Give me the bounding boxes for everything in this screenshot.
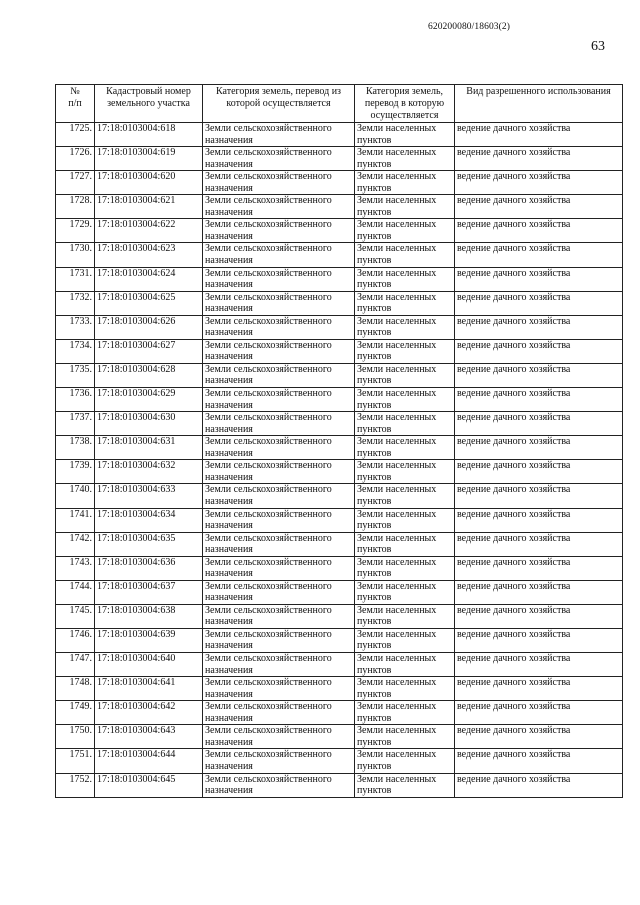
row-number: 1748.: [56, 677, 95, 701]
category-from: Земли сельскохозяйственного назначения: [203, 701, 355, 725]
table-row: [56, 436, 623, 460]
cadastral-number: 17:18:0103004:636: [95, 556, 203, 580]
table-row: [56, 725, 623, 749]
permitted-use: ведение дачного хозяйства: [455, 773, 623, 797]
permitted-use: ведение дачного хозяйства: [455, 147, 623, 171]
table-row: [56, 388, 623, 412]
cadastral-number: 17:18:0103004:631: [95, 436, 203, 460]
cadastral-number: 17:18:0103004:621: [95, 195, 203, 219]
row-number: 1751.: [56, 749, 95, 773]
table-row: [56, 604, 623, 628]
category-to: Земли населенных пунктов: [355, 412, 455, 436]
category-to: Земли населенных пунктов: [355, 725, 455, 749]
row-number: 1745.: [56, 604, 95, 628]
table-row: [56, 291, 623, 315]
category-to: Земли населенных пунктов: [355, 604, 455, 628]
category-to: Земли населенных пунктов: [355, 315, 455, 339]
cadastral-number: 17:18:0103004:624: [95, 267, 203, 291]
cadastral-number: 17:18:0103004:619: [95, 147, 203, 171]
permitted-use: ведение дачного хозяйства: [455, 580, 623, 604]
permitted-use: ведение дачного хозяйства: [455, 195, 623, 219]
cadastral-number: 17:18:0103004:628: [95, 363, 203, 387]
table-row: [56, 412, 623, 436]
category-from: Земли сельскохозяйственного назначения: [203, 195, 355, 219]
row-number: 1746.: [56, 628, 95, 652]
table-body: [56, 123, 623, 798]
row-number: 1740.: [56, 484, 95, 508]
category-from: Земли сельскохозяйственного назначения: [203, 677, 355, 701]
table-row: [56, 508, 623, 532]
cadastral-number: 17:18:0103004:640: [95, 653, 203, 677]
permitted-use: ведение дачного хозяйства: [455, 315, 623, 339]
cadastral-number: 17:18:0103004:626: [95, 315, 203, 339]
row-number: 1736.: [56, 388, 95, 412]
cadastral-number: 17:18:0103004:644: [95, 749, 203, 773]
category-to: Земли населенных пунктов: [355, 267, 455, 291]
permitted-use: ведение дачного хозяйства: [455, 701, 623, 725]
category-to: Земли населенных пунктов: [355, 363, 455, 387]
cadastral-number: 17:18:0103004:630: [95, 412, 203, 436]
column-header-number: № п/п: [56, 85, 95, 123]
permitted-use: ведение дачного хозяйства: [455, 436, 623, 460]
row-number: 1752.: [56, 773, 95, 797]
permitted-use: ведение дачного хозяйства: [455, 484, 623, 508]
cadastral-number: 17:18:0103004:618: [95, 123, 203, 147]
column-header-cadastral-number: Кадастровый номер земельного участка: [95, 85, 203, 123]
category-from: Земли сельскохозяйственного назначения: [203, 363, 355, 387]
category-from: Земли сельскохозяйственного назначения: [203, 291, 355, 315]
category-to: Земли населенных пунктов: [355, 749, 455, 773]
category-to: Земли населенных пунктов: [355, 460, 455, 484]
permitted-use: ведение дачного хозяйства: [455, 219, 623, 243]
permitted-use: ведение дачного хозяйства: [455, 677, 623, 701]
category-from: Земли сельскохозяйственного назначения: [203, 436, 355, 460]
permitted-use: ведение дачного хозяйства: [455, 725, 623, 749]
category-to: Земли населенных пунктов: [355, 243, 455, 267]
row-number: 1742.: [56, 532, 95, 556]
table-row: [56, 677, 623, 701]
cadastral-number: 17:18:0103004:645: [95, 773, 203, 797]
category-from: Земли сельскохозяйственного назначения: [203, 171, 355, 195]
cadastral-number: 17:18:0103004:641: [95, 677, 203, 701]
row-number: 1743.: [56, 556, 95, 580]
category-from: Земли сельскохозяйственного назначения: [203, 628, 355, 652]
cadastral-number: 17:18:0103004:620: [95, 171, 203, 195]
permitted-use: ведение дачного хозяйства: [455, 532, 623, 556]
cadastral-number: 17:18:0103004:643: [95, 725, 203, 749]
category-to: Земли населенных пунктов: [355, 628, 455, 652]
land-parcels-table: [55, 84, 623, 798]
category-from: Земли сельскохозяйственного назначения: [203, 749, 355, 773]
table-row: [56, 749, 623, 773]
table-row: [56, 701, 623, 725]
category-to: Земли населенных пунктов: [355, 773, 455, 797]
table-row: [56, 532, 623, 556]
row-number: 1730.: [56, 243, 95, 267]
row-number: 1729.: [56, 219, 95, 243]
table-header-row: [56, 85, 623, 123]
permitted-use: ведение дачного хозяйства: [455, 749, 623, 773]
permitted-use: ведение дачного хозяйства: [455, 243, 623, 267]
row-number: 1727.: [56, 171, 95, 195]
column-header-category-from: Категория земель, перевод из которой осуществляется: [203, 85, 355, 123]
row-number: 1731.: [56, 267, 95, 291]
table-row: [56, 315, 623, 339]
row-number: 1733.: [56, 315, 95, 339]
category-to: Земли населенных пунктов: [355, 123, 455, 147]
table-row: [56, 339, 623, 363]
table-row: [56, 219, 623, 243]
permitted-use: ведение дачного хозяйства: [455, 556, 623, 580]
category-to: Земли населенных пунктов: [355, 219, 455, 243]
permitted-use: ведение дачного хозяйства: [455, 171, 623, 195]
permitted-use: ведение дачного хозяйства: [455, 412, 623, 436]
cadastral-number: 17:18:0103004:629: [95, 388, 203, 412]
category-to: Земли населенных пунктов: [355, 339, 455, 363]
permitted-use: ведение дачного хозяйства: [455, 508, 623, 532]
row-number: 1732.: [56, 291, 95, 315]
category-to: Земли населенных пунктов: [355, 677, 455, 701]
category-to: Земли населенных пунктов: [355, 436, 455, 460]
row-number: 1734.: [56, 339, 95, 363]
category-to: Земли населенных пунктов: [355, 508, 455, 532]
category-from: Земли сельскохозяйственного назначения: [203, 532, 355, 556]
permitted-use: ведение дачного хозяйства: [455, 388, 623, 412]
category-to: Земли населенных пунктов: [355, 195, 455, 219]
table-row: [56, 628, 623, 652]
category-to: Земли населенных пунктов: [355, 556, 455, 580]
category-from: Земли сельскохозяйственного назначения: [203, 388, 355, 412]
cadastral-number: 17:18:0103004:627: [95, 339, 203, 363]
permitted-use: ведение дачного хозяйства: [455, 267, 623, 291]
row-number: 1749.: [56, 701, 95, 725]
table-row: [56, 147, 623, 171]
table-row: [56, 580, 623, 604]
category-from: Земли сельскохозяйственного назначения: [203, 484, 355, 508]
page-number: 63: [591, 39, 605, 54]
row-number: 1728.: [56, 195, 95, 219]
category-to: Земли населенных пунктов: [355, 484, 455, 508]
permitted-use: ведение дачного хозяйства: [455, 363, 623, 387]
category-from: Земли сельскохозяйственного назначения: [203, 508, 355, 532]
category-from: Земли сельскохозяйственного назначения: [203, 653, 355, 677]
table-row: [56, 484, 623, 508]
category-from: Земли сельскохозяйственного назначения: [203, 556, 355, 580]
category-from: Земли сельскохозяйственного назначения: [203, 412, 355, 436]
category-from: Земли сельскохозяйственного назначения: [203, 460, 355, 484]
table-row: [56, 195, 623, 219]
column-header-permitted-use: Вид разрешенного использования: [455, 85, 623, 123]
category-from: Земли сельскохозяйственного назначения: [203, 580, 355, 604]
row-number: 1735.: [56, 363, 95, 387]
cadastral-number: 17:18:0103004:639: [95, 628, 203, 652]
table-row: [56, 267, 623, 291]
category-from: Земли сельскохозяйственного назначения: [203, 725, 355, 749]
row-number: 1725.: [56, 123, 95, 147]
row-number: 1739.: [56, 460, 95, 484]
permitted-use: ведение дачного хозяйства: [455, 339, 623, 363]
category-from: Земли сельскохозяйственного назначения: [203, 147, 355, 171]
table-row: [56, 171, 623, 195]
permitted-use: ведение дачного хозяйства: [455, 653, 623, 677]
table-row: [56, 556, 623, 580]
cadastral-number: 17:18:0103004:625: [95, 291, 203, 315]
category-to: Земли населенных пунктов: [355, 532, 455, 556]
document-code: 620200080/18603(2): [428, 22, 511, 32]
cadastral-number: 17:18:0103004:633: [95, 484, 203, 508]
table-row: [56, 363, 623, 387]
category-from: Земли сельскохозяйственного назначения: [203, 243, 355, 267]
row-number: 1726.: [56, 147, 95, 171]
category-from: Земли сельскохозяйственного назначения: [203, 267, 355, 291]
column-header-category-to: Категория земель, перевод в которую осуществляется: [355, 85, 455, 123]
cadastral-number: 17:18:0103004:634: [95, 508, 203, 532]
category-from: Земли сельскохозяйственного назначения: [203, 604, 355, 628]
cadastral-number: 17:18:0103004:635: [95, 532, 203, 556]
row-number: 1738.: [56, 436, 95, 460]
category-from: Земли сельскохозяйственного назначения: [203, 315, 355, 339]
cadastral-number: 17:18:0103004:638: [95, 604, 203, 628]
category-from: Земли сельскохозяйственного назначения: [203, 123, 355, 147]
category-from: Земли сельскохозяйственного назначения: [203, 219, 355, 243]
category-from: Земли сельскохозяйственного назначения: [203, 339, 355, 363]
row-number: 1741.: [56, 508, 95, 532]
cadastral-number: 17:18:0103004:637: [95, 580, 203, 604]
category-to: Земли населенных пунктов: [355, 388, 455, 412]
category-to: Земли населенных пунктов: [355, 580, 455, 604]
cadastral-number: 17:18:0103004:623: [95, 243, 203, 267]
category-to: Земли населенных пунктов: [355, 171, 455, 195]
category-to: Земли населенных пунктов: [355, 653, 455, 677]
table-row: [56, 123, 623, 147]
category-to: Земли населенных пунктов: [355, 291, 455, 315]
table-row: [56, 653, 623, 677]
category-from: Земли сельскохозяйственного назначения: [203, 773, 355, 797]
cadastral-number: 17:18:0103004:632: [95, 460, 203, 484]
category-to: Земли населенных пунктов: [355, 701, 455, 725]
table-row: [56, 243, 623, 267]
table-row: [56, 460, 623, 484]
category-to: Земли населенных пунктов: [355, 147, 455, 171]
cadastral-number: 17:18:0103004:642: [95, 701, 203, 725]
row-number: 1747.: [56, 653, 95, 677]
row-number: 1750.: [56, 725, 95, 749]
permitted-use: ведение дачного хозяйства: [455, 604, 623, 628]
table-row: [56, 773, 623, 797]
row-number: 1737.: [56, 412, 95, 436]
permitted-use: ведение дачного хозяйства: [455, 628, 623, 652]
row-number: 1744.: [56, 580, 95, 604]
permitted-use: ведение дачного хозяйства: [455, 291, 623, 315]
permitted-use: ведение дачного хозяйства: [455, 123, 623, 147]
permitted-use: ведение дачного хозяйства: [455, 460, 623, 484]
cadastral-number: 17:18:0103004:622: [95, 219, 203, 243]
